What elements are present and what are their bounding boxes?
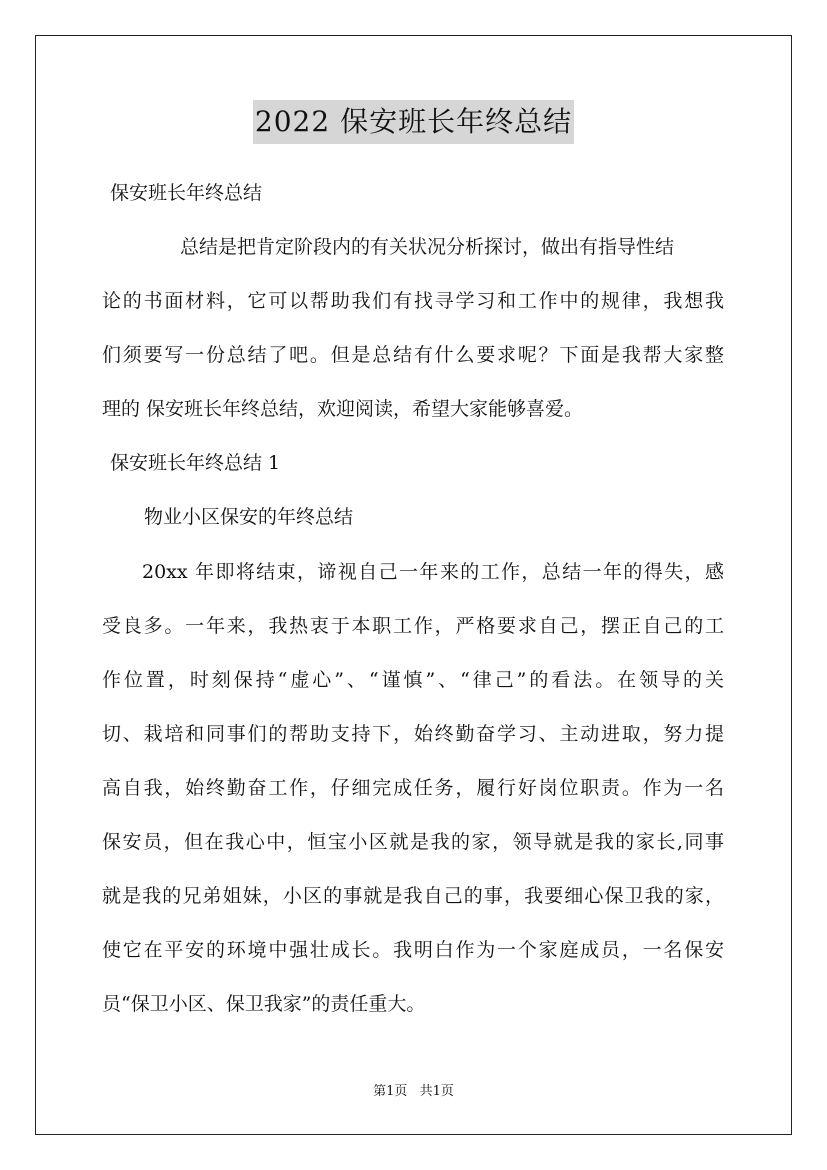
body-line-8: 使它在平安的环境中强壮成长。我明白作为一个家庭成员，一名保安: [102, 939, 724, 961]
intro-line-3: 们须要写一份总结了吧。但是总结有什么要求呢？下面是我帮大家整: [102, 344, 724, 366]
body-line-3: 作位置，时刻保持“虚心”、“谨慎”、“律己”的看法。在领导的关: [102, 669, 724, 691]
section-subheading: 物业小区保安的年终总结: [144, 506, 354, 528]
body-line-6: 保安员，但在我心中，恒宝小区就是我的家，领导就是我的家长,同事: [102, 831, 724, 853]
title-container: [0, 100, 827, 144]
section-heading: 保安班长年终总结 1: [110, 452, 281, 474]
body-line-2: 受良多。一年来，我热衷于本职工作，严格要求自己，摆正自己的工: [102, 615, 724, 637]
page-total: 共1页: [419, 1084, 454, 1099]
page-number: 第1页: [373, 1084, 408, 1099]
page-footer: [0, 1083, 827, 1101]
body-line-7: 就是我的兄弟姐妹，小区的事就是我自己的事，我要细心保卫我的家，: [102, 885, 724, 907]
intro-line-4: 理的 保安班长年终总结，欢迎阅读，希望大家能够喜爱。: [102, 398, 584, 420]
body-line-4: 切、栽培和同事们的帮助支持下，始终勤奋学习、主动进取，努力提: [102, 723, 724, 745]
body-line-1: 20xx 年即将结束，谛视自己一年来的工作，总结一年的得失，感: [142, 561, 724, 583]
document-subtitle: 保安班长年终总结: [110, 182, 263, 204]
body-line-9: 员“保卫小区、保卫我家”的责任重大。: [102, 993, 426, 1015]
intro-line-2: 论的书面材料，它可以帮助我们有找寻学习和工作中的规律，我想我: [102, 290, 724, 312]
body-line-5: 高自我，始终勤奋工作，仔细完成任务，履行好岗位职责。作为一名: [102, 777, 724, 799]
intro-line-1: 总结是把肯定阶段内的有关状况分析探讨，做出有指导性结: [180, 236, 675, 258]
document-title: 2022 保安班长年终总结: [253, 100, 574, 144]
